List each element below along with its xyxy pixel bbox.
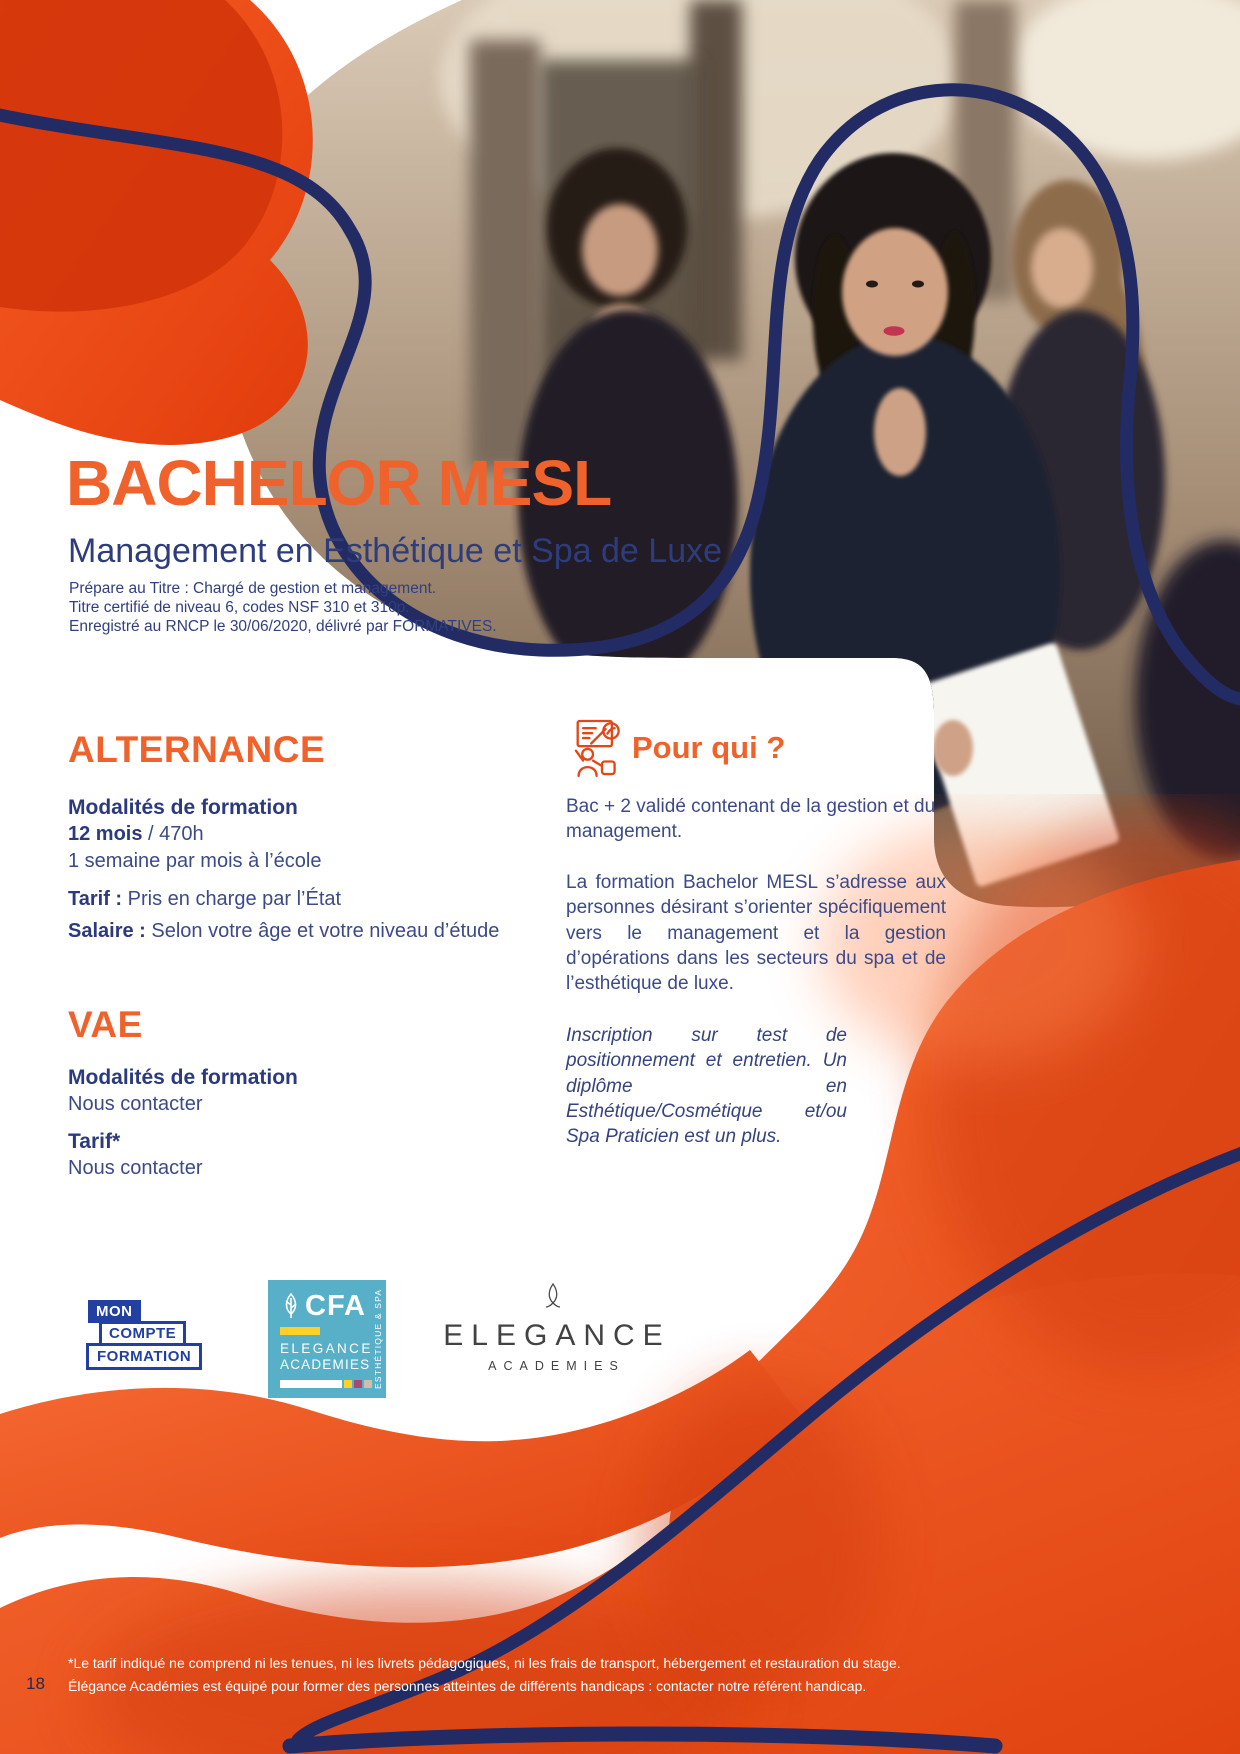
cfa-yellow-bar [280, 1327, 320, 1335]
pour-qui-paragraph-2: La formation Bachelor MESL s’adresse aux personnes désirant s’orienter spécifiquement vers le management et la gestion d’opérations dans les secteurs du spa et de l’esthétique de luxe. [566, 871, 946, 995]
vae-section [68, 1004, 508, 1182]
elegance-academies-text: ACADEMIES [488, 1359, 625, 1373]
tarif-line [68, 884, 508, 914]
salaire-label: Salaire : [68, 920, 146, 942]
cfa-academies-text: ACADEMIES [280, 1357, 371, 1372]
footer-line-2: Élégance Académies est équipé pour former des personnes atteintes de différents handicaps : contacter notre référent handicap. [68, 1678, 867, 1694]
cert-line: Enregistré au RNCP le 30/06/2020, délivré par FORMATIVES. [69, 617, 497, 635]
mcf-line-compte: COMPTE [99, 1321, 186, 1346]
duration-bold: 12 mois [68, 823, 143, 845]
cert-line: Prépare au Titre : Chargé de gestion et management. [69, 580, 437, 597]
page-subtitle: Management en Esthétique et Spa de Luxe [68, 532, 723, 570]
pour-qui-heading: Pour qui ? [632, 730, 786, 765]
cfa-square-taupe [364, 1380, 372, 1388]
vae-tarif-value: Nous contacter [68, 1157, 203, 1179]
page-title: BACHELOR MESL [66, 447, 612, 519]
duration-rest: / 470h [142, 823, 204, 845]
cfa-white-bar [280, 1380, 342, 1388]
pour-qui-section [566, 716, 946, 1150]
salaire-value: Selon votre âge et votre niveau d’étude [145, 920, 500, 942]
cfa-acronym: CFA [305, 1290, 366, 1322]
cert-line: Titre certifié de niveau 6, codes NSF 310 et 310p. [69, 598, 410, 616]
mcf-line-mon: MON [88, 1300, 141, 1323]
certification-info [69, 580, 497, 636]
elegance-wordmark: ELEGANCE [443, 1319, 671, 1352]
vae-heading: VAE [68, 1004, 143, 1045]
cfa-logo-top [280, 1291, 386, 1321]
alternance-heading: ALTERNANCE [68, 729, 326, 770]
modalites-label: Modalités de formation [68, 796, 298, 819]
footer-line-1: *Le tarif indiqué ne comprend ni les tenues, ni les livrets pédagogiques, ni les frais de transport, hébergement et restauration du stage. [68, 1655, 901, 1671]
salaire-line [68, 916, 508, 946]
duration-line [68, 821, 508, 848]
cfa-elegance-text: ELEGANCE [280, 1341, 373, 1356]
cfa-elegance-logo [268, 1280, 386, 1398]
elegance-leaf-icon [542, 1283, 564, 1309]
pour-qui-header [566, 716, 946, 780]
cfa-leaf-icon [280, 1293, 302, 1319]
vae-tarif-label: Tarif* [68, 1130, 121, 1153]
footer-disclaimer [68, 1652, 1148, 1698]
cfa-square-yellow [344, 1380, 352, 1388]
mcf-line-formation: FORMATION [86, 1343, 202, 1370]
tarif-label: Tarif : [68, 888, 123, 910]
elegance-academies-logo [428, 1283, 678, 1373]
training-person-icon [566, 718, 620, 778]
pour-qui-paragraph-3: Inscription sur test de positionnement et entretien. Un diplôme en Esthétique/Cosmétique et/ou Spa Praticien est un plus. [566, 1024, 847, 1148]
vae-modalites-label: Modalités de formation [68, 1066, 298, 1089]
vae-modalites-value: Nous contacter [68, 1093, 203, 1115]
school-line: 1 semaine par mois à l’école [68, 850, 322, 872]
page-number: 18 [26, 1674, 45, 1693]
alternance-section [68, 730, 508, 1182]
cfa-vertical-text: ESTHÉTIQUE & SPA [373, 1288, 383, 1390]
tarif-value: Pris en charge par l’État [122, 888, 342, 910]
cfa-color-bar [280, 1380, 386, 1388]
mon-compte-formation-logo [86, 1300, 202, 1370]
cfa-square-purple [354, 1380, 362, 1388]
pour-qui-paragraph-1: Bac + 2 validé contenant de la gestion et du management. [566, 796, 936, 843]
